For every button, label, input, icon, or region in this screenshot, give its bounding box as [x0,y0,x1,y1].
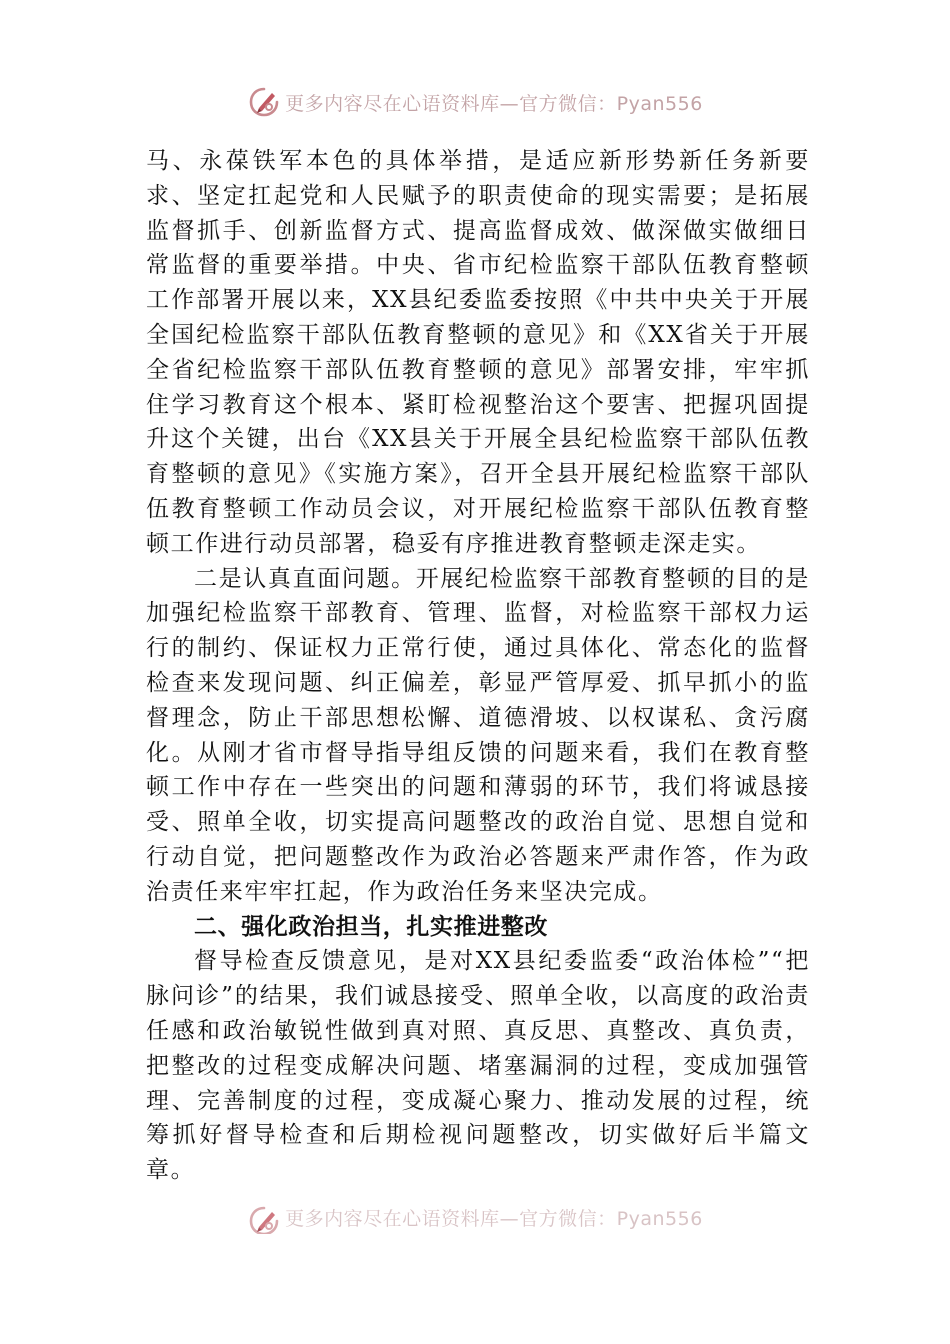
paragraph-1: 马、永葆铁军本色的具体举措，是适应新形势新任务新要求、坚定扛起党和人民赋予的职责使命的现实需要；是拓展监督抓手、创新监督方式、提高监督成效、做深做实做细日常监督的重要举措。中央、省市纪检监察干部队伍教育整顿工作部署开展以来，XX县纪委监委按照《中共中央关于开展全国纪检监察干部队伍教育整顿的意见》和《XX省关于开展全省纪检监察干部队伍教育整顿的意见》部署安排，牢牢抓住学习教育这个根本、紧盯检视整治这个要害、把握巩固提升这个关键，出台《XX县关于开展全县纪检监察干部队伍教育整顿的意见》《实施方案》，召开全县开展纪检监察干部队伍教育整顿工作动员会议，对开展纪检监察干部队伍教育整顿工作进行动员部署，稳妥有序推进教育整顿走深走实。 [146,148,810,557]
watermark-header [0,82,950,122]
watermark-text: 更多内容尽在心语资料库—官方微信：Pyan556 [285,1208,703,1230]
paragraph-3: 督导检查反馈意见，是对XX县纪委监委“政治体检”“把脉问诊”的结果，我们诚恳接受、照单全收，以高度的政治责任感和政治敏锐性做到真对照、真反思、真整改、真负责，把整改的过程变成解决问题、堵塞漏洞的过程，变成加强管理、完善制度的过程，变成凝心聚力、推动发展的过程，统筹抓好督导检查和后期检视问题整改，切实做好后半篇文章。 [146,948,810,1184]
watermark-text: 更多内容尽在心语资料库—官方微信：Pyan556 [285,92,703,115]
watermark-footer [0,1204,950,1234]
pen-logo-icon [247,1204,281,1234]
section-heading: 二、强化政治担当，扎实推进整改 [194,913,548,940]
paragraph-2: 二是认真直面问题。开展纪检监察干部教育整顿的目的是加强纪检监察干部教育、管理、监督，对检监察干部权力运行的制约、保证权力正常行使，通过具体化、常态化的监督检查来发现问题、纠正偏差，彰显严管厚爱、抓早抓小的监督理念，防止干部思想松懈、道德滑坡、以权谋私、贪污腐化。从刚才省市督导指导组反馈的问题来看，我们在教育整顿工作中存在一些突出的问题和薄弱的环节，我们将诚恳接受、照单全收，切实提高问题整改的政治自觉、思想自觉和行动自觉，把问题整改作为政治必答题来严肃作答，作为政治责任来牢牢扛起，作为政治任务来坚决完成。 [146,565,810,905]
pen-logo-icon [247,85,281,119]
document-body [146,144,810,1188]
